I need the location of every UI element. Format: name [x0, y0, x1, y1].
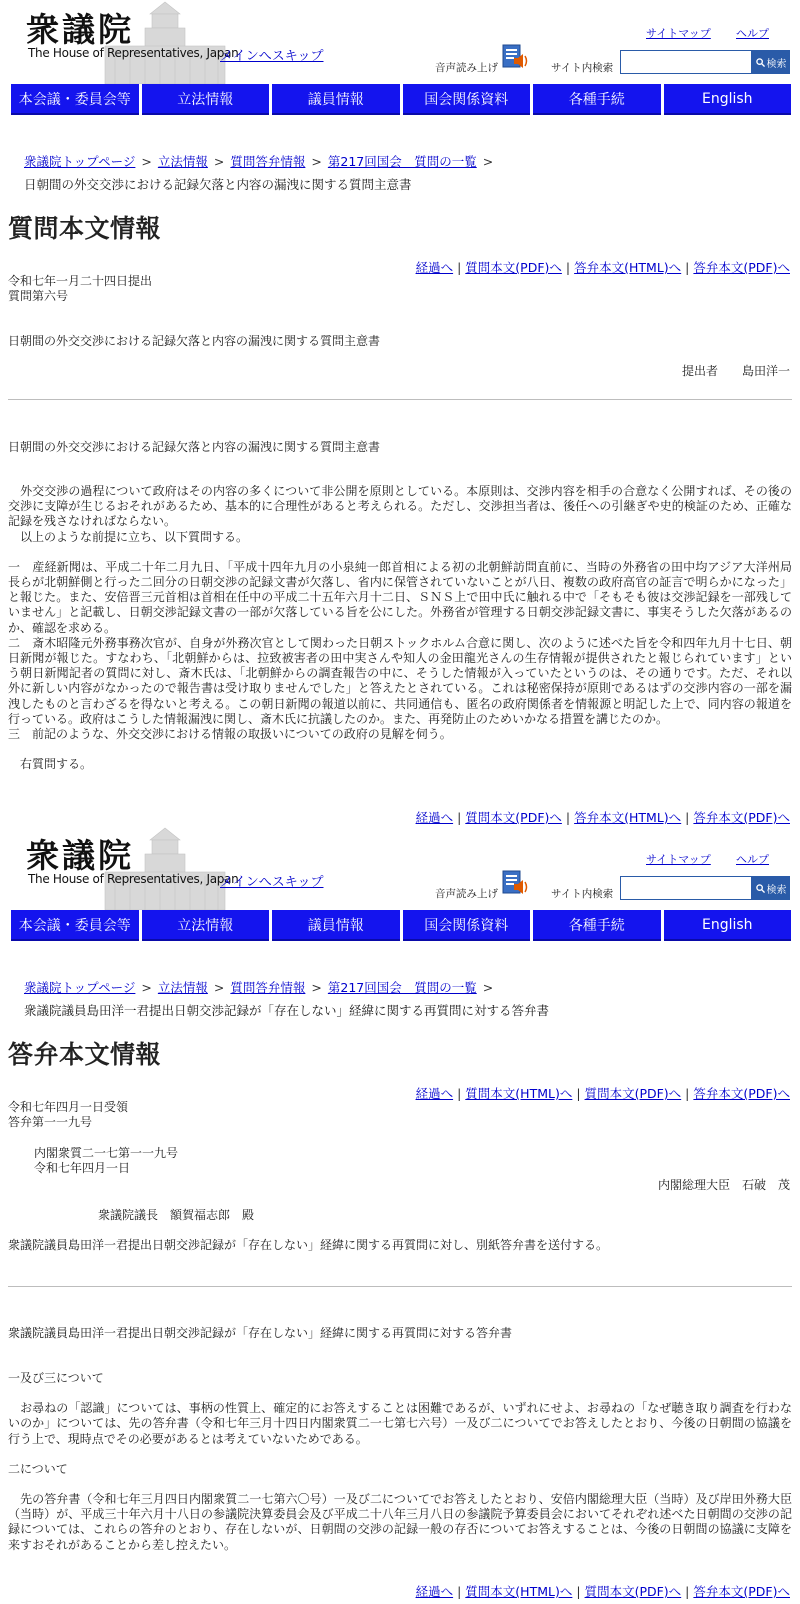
voice-reading-label: 音声読み上げ: [435, 888, 498, 900]
link-separator: |: [685, 1584, 690, 1599]
question-title: 日朝間の外交交渉における記録欠落と内容の漏洩に関する質問主意書: [8, 334, 381, 348]
answer-paragraph: お尋ねの「認識」については、事柄の性質上、確定的にお答えすることは困難であるが、いずれにせよ、お尋ねの「なぜ聴き取り調査を行わないのか」については、先の答弁書（令和七年三月十四日内閣衆質二一七第七六号）一及び二についてでお答えしたとおり、今後の日朝間の協議を行う上で、現時点でその必要があるとは考えていないためである。: [8, 1401, 792, 1446]
question-item-2: 二 斎木昭隆元外務事務次官が、自身が外務次官として関わった日朝ストックホルム合意に関し、次のように述べた旨を令和四年九月十七日、朝日新聞が報じた。すなわち、「北朝鮮からは、拉致被害者の田中実さんや知人の金田龍光さんの生存情報が提供されたと報じられています」という朝日新聞記者の質問に対し、斎木氏は、「北朝鮮からの調査報告の中に、そうした情報が入っていたというのは、その通りです。ただ、それ以外に新しい内容がなかったので報告書は受け取りませんでした」と答えたとされている。これは秘密保持が原則であるはずの交渉内容の一部を漏洩したものと言わざるを得ないと考える。この朝日新聞の報道以前に、共同通信も、匿名の政府関係者を情報源と明記した上で、同内容の報道を行っている。政府はこうした情報漏洩に関し、斎木氏に抗議したのか。また、再発防止のためいかなる措置を講じたのか。: [8, 635, 792, 726]
page-title: 答弁本文情報: [8, 1040, 162, 1069]
breadcrumb: [24, 976, 784, 1022]
breadcrumb-legislation[interactable]: 立法情報: [157, 980, 208, 995]
breadcrumb-separator: >: [311, 980, 322, 995]
divider: [8, 399, 792, 400]
nav-diet-materials[interactable]: 国会関係資料: [403, 84, 531, 115]
page-title: 質問本文情報: [8, 214, 162, 243]
help-link[interactable]: ヘルプ: [736, 27, 769, 40]
question-item-1: 一 産経新聞は、平成二十年二月九日、「平成十四年九月の小泉純一郎首相による初の北朝鮮訪問直前に、当時の外務省の田中均アジア大洋州局長らが北朝鮮側と行った二回分の日朝交渉の記録文書が欠落し、省内に保管されていないことが八日、複数の政府高官の証言で明らかになった」と報じた。また、安倍晋三元首相は首相在任中の平成二十五年六月十二日、ＳＮＳ上で田中氏に触れる中で「そもそも彼は交渉記録を一部残していません」と記載し、日朝交渉記録文書の一部が欠落している旨を公にした。外務省が管理する日朝交渉記録文書に、事実そうした欠落があるのか、確認を求める。: [8, 559, 792, 635]
page-links-bottom: [416, 808, 790, 826]
sitemap-link[interactable]: サイトマップ: [646, 853, 711, 866]
question-item-3: 三 前記のような、外交交渉における情報の取扱いについての政府の見解を伺う。: [8, 727, 452, 742]
answer-number: 答弁第一一九号: [8, 1115, 93, 1129]
breadcrumb-qa-info[interactable]: 質問答弁情報: [230, 980, 306, 995]
sitemap-link[interactable]: サイトマップ: [646, 27, 711, 40]
link-answer-pdf[interactable]: 答弁本文(PDF)へ: [693, 810, 790, 825]
link-progress[interactable]: 経過へ: [415, 1086, 454, 1101]
addressee: 衆議院議長 額賀福志郎 殿: [98, 1208, 255, 1222]
search-icon: [756, 58, 765, 67]
site-search-button[interactable]: [752, 876, 790, 900]
nav-english[interactable]: English: [664, 84, 792, 115]
link-progress[interactable]: 経過へ: [415, 260, 454, 275]
breadcrumb-qa-info[interactable]: 質問答弁情報: [230, 154, 306, 169]
site-logo[interactable]: 衆議院: [26, 836, 134, 875]
question-body-title: 日朝間の外交交渉における記録欠落と内容の漏洩に関する質問主意書: [8, 440, 381, 454]
nav-members[interactable]: 議員情報: [272, 910, 400, 941]
link-question-html[interactable]: 質問本文(HTML)へ: [465, 1086, 573, 1101]
speaker-icon[interactable]: [502, 870, 528, 898]
link-separator: |: [685, 810, 690, 825]
link-question-pdf[interactable]: 質問本文(PDF)へ: [584, 1086, 682, 1101]
nav-plenary-committees[interactable]: 本会議・委員会等: [11, 910, 139, 941]
nav-diet-materials[interactable]: 国会関係資料: [403, 910, 531, 941]
submitter: 提出者 島田洋一: [681, 364, 790, 378]
link-separator: |: [565, 810, 571, 825]
link-answer-pdf[interactable]: 答弁本文(PDF)へ: [693, 1584, 790, 1599]
global-nav: [11, 84, 791, 115]
link-separator: |: [685, 260, 690, 275]
global-nav: [11, 910, 791, 941]
link-answer-html[interactable]: 答弁本文(HTML)へ: [574, 260, 682, 275]
search-button-label: 検索: [766, 884, 787, 896]
submission-date: 令和七年一月二十四日提出: [8, 274, 153, 288]
question-paragraph: 以上のような前提に立ち、以下質問する。: [8, 529, 249, 544]
link-question-pdf[interactable]: 質問本文(PDF)へ: [584, 1584, 682, 1599]
site-header: [0, 826, 800, 910]
link-question-pdf[interactable]: 質問本文(PDF)へ: [465, 260, 562, 275]
search-icon: [756, 884, 765, 893]
question-paragraph: 外交交渉の過程について政府はその内容の多くについて非公開を原則としている。本原則は、交渉内容を相手の合意なく公開すれば、その後の交渉に支障が生じるおそれがあるため、基本的に合理性があると考えられる。ただし、交渉担当者は、後任への引継ぎや史的検証のため、正確な記録を残さなければならない。: [8, 484, 792, 529]
speaker-icon[interactable]: [502, 44, 528, 72]
site-logo[interactable]: 衆議院: [26, 10, 134, 49]
question-number: 質問第六号: [8, 289, 69, 303]
question-body: [8, 484, 792, 772]
help-link[interactable]: ヘルプ: [736, 853, 769, 866]
breadcrumb-separator: >: [311, 154, 322, 169]
question-closing: 右質問する。: [8, 757, 93, 772]
nav-english[interactable]: English: [664, 910, 792, 941]
skip-to-main-link[interactable]: メインへスキップ: [220, 49, 324, 64]
site-search-button[interactable]: [752, 50, 790, 74]
breadcrumb-home[interactable]: 衆議院トップページ: [24, 980, 136, 995]
nav-legislation[interactable]: 立法情報: [142, 84, 270, 115]
page-links-bottom: [416, 1582, 790, 1600]
breadcrumb-home[interactable]: 衆議院トップページ: [24, 154, 136, 169]
link-progress[interactable]: 経過へ: [415, 1584, 454, 1599]
site-header: [0, 0, 800, 84]
skip-to-main-link[interactable]: メインへスキップ: [220, 875, 324, 890]
breadcrumb-legislation[interactable]: 立法情報: [157, 154, 208, 169]
link-separator: |: [576, 1086, 581, 1101]
link-separator: |: [457, 1086, 462, 1101]
link-separator: |: [457, 810, 462, 825]
nav-members[interactable]: 議員情報: [272, 84, 400, 115]
nav-legislation[interactable]: 立法情報: [142, 910, 270, 941]
divider: [8, 1286, 792, 1287]
link-separator: |: [565, 260, 571, 275]
answer-subheading-2: 二について: [8, 1461, 68, 1476]
answer-date: 令和七年四月一日: [34, 1161, 131, 1175]
prime-minister: 内閣総理大臣 石破 茂: [657, 1178, 790, 1192]
breadcrumb-current: 日朝間の外交交渉における記録欠落と内容の漏洩に関する質問主意書: [24, 177, 412, 192]
link-answer-html[interactable]: 答弁本文(HTML)へ: [574, 810, 682, 825]
breadcrumb-separator: >: [482, 154, 494, 169]
answer-subheading-1-3: 一及び三について: [8, 1371, 104, 1385]
received-date: 令和七年四月一日受領: [8, 1100, 129, 1114]
link-progress[interactable]: 経過へ: [415, 810, 454, 825]
link-separator: |: [457, 260, 462, 275]
site-logo-english: The House of Representatives, Japan: [28, 872, 239, 886]
link-separator: |: [457, 1584, 462, 1599]
link-answer-pdf[interactable]: 答弁本文(PDF)へ: [693, 260, 790, 275]
answer-body: [8, 1371, 792, 1553]
site-search-label: サイト内検索: [551, 62, 614, 74]
site-search-label: サイト内検索: [551, 888, 614, 900]
answer-paragraph: 先の答弁書（令和七年三月四日内閣衆質二一七第六〇号）一及び二についてでお答えしたとおり、安倍内閣総理大臣（当時）及び岸田外務大臣（当時）が、平成三十年六月十八日の参議院決算委員会及び平成二十八年三月八日の参議院予算委員会においてそれぞれ述べた日朝間の交渉の記録については、これらの答弁のとおり、存在しないが、日朝間の交渉の記録一般の存否についてお答えすることは、今後の日朝間の協議に支障を来すおそれがあることから差し控えたい。: [8, 1492, 792, 1552]
link-answer-pdf[interactable]: 答弁本文(PDF)へ: [693, 1086, 790, 1101]
link-question-pdf[interactable]: 質問本文(PDF)へ: [465, 810, 562, 825]
breadcrumb-question-list[interactable]: 第217回国会 質問の一覧: [327, 154, 477, 169]
breadcrumb-separator: >: [141, 154, 152, 169]
breadcrumb: [24, 150, 784, 196]
breadcrumb-separator: >: [141, 980, 152, 995]
breadcrumb-separator: >: [213, 980, 225, 995]
site-search-input[interactable]: [620, 50, 752, 74]
breadcrumb-current: 衆議院議員島田洋一君提出日朝交渉記録が「存在しない」経緯に関する再質問に対する答弁書: [24, 1003, 550, 1018]
nav-plenary-committees[interactable]: 本会議・委員会等: [11, 84, 139, 115]
nav-procedures[interactable]: 各種手続: [533, 84, 661, 115]
search-button-label: 検索: [766, 58, 787, 70]
breadcrumb-question-list[interactable]: 第217回国会 質問の一覧: [327, 980, 477, 995]
voice-reading-label: 音声読み上げ: [435, 62, 498, 74]
link-separator: |: [685, 1086, 690, 1101]
site-logo-english: The House of Representatives, Japan: [28, 46, 239, 60]
breadcrumb-separator: >: [213, 154, 225, 169]
answer-page: [0, 826, 800, 1604]
cabinet-number: 内閣衆質二一七第一一九号: [34, 1146, 179, 1160]
cover-text: 衆議院議員島田洋一君提出日朝交渉記録が「存在しない」経緯に関する再質問に対し、別紙答弁書を送付する。: [8, 1238, 609, 1252]
site-search-input[interactable]: [620, 876, 752, 900]
answer-body-title: 衆議院議員島田洋一君提出日朝交渉記録が「存在しない」経緯に関する再質問に対する答弁書: [8, 1326, 513, 1340]
breadcrumb-separator: >: [482, 980, 494, 995]
link-question-html[interactable]: 質問本文(HTML)へ: [465, 1584, 573, 1599]
nav-procedures[interactable]: 各種手続: [533, 910, 661, 941]
link-separator: |: [576, 1584, 581, 1599]
